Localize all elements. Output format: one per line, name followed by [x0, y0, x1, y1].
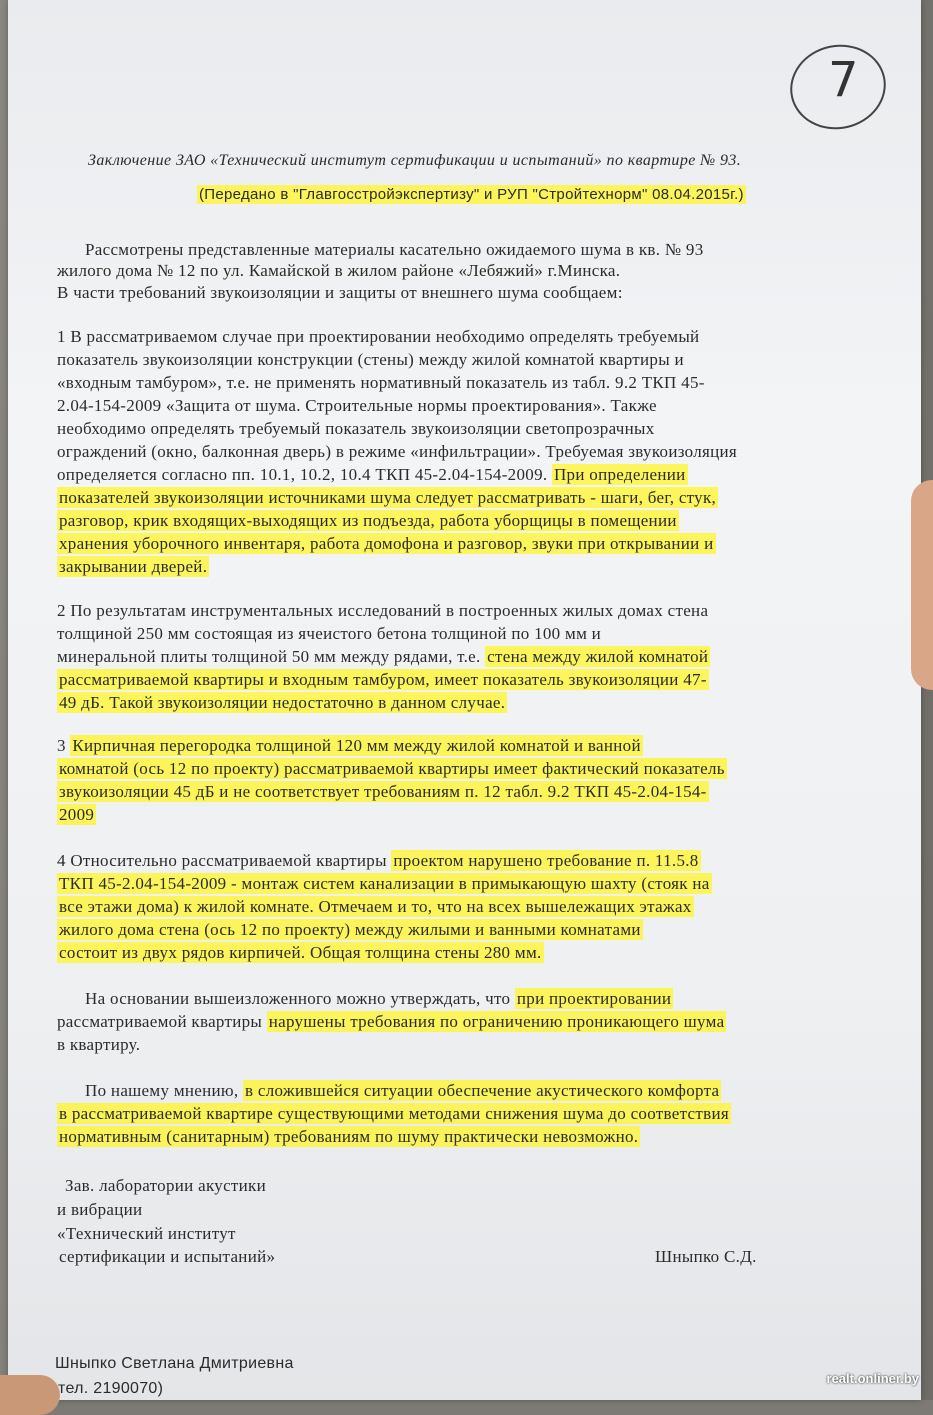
- highlighted-text: нормативным (санитарным) требованиям по шуму практически невозможно.: [59, 1127, 639, 1146]
- watermark: realt.onliner.by: [826, 1371, 919, 1386]
- footer-phone: тел. 2190070): [58, 1380, 164, 1397]
- footer-name: Шныпко Светлана Дмитриевна: [55, 1355, 294, 1372]
- highlighted-text: состоит из двух рядов кирпичей. Общая толщина стены 280 мм.: [59, 943, 542, 962]
- paragraph-5-line: [85, 988, 673, 1010]
- highlighted-text: ТКП 45-2.04-154-2009 - монтаж систем канализации в примыкающую шахту (стояк на: [59, 874, 710, 893]
- highlighted-text: проектом нарушено требование п. 11.5.8: [393, 851, 699, 870]
- signature-line: Зав. лаборатории акустики: [65, 1176, 267, 1195]
- highlighted-text: разговор, крик входящих-выходящих из подъезда, работа уборщицы в помещении: [59, 511, 677, 530]
- highlighted-text: рассматриваемой квартиры и входным тамбуром, имеет показатель звукоизоляции 47-: [59, 670, 707, 689]
- highlighted-text: нарушены требования по ограничению проникающего шума: [268, 1012, 725, 1031]
- paragraph-5-line: в квартиру.: [57, 1035, 141, 1054]
- highlighted-text: показателей звукоизоляции источниками шума следует рассматривать - шаги, бег, стук,: [59, 488, 717, 507]
- paragraph-1-line: [57, 464, 688, 486]
- paragraph-2-line: [57, 646, 710, 668]
- holding-hand-bottom: [0, 1375, 60, 1415]
- holding-hand: [911, 480, 933, 690]
- highlighted-text: в сложившейся ситуации обеспечение акустического комфорта: [245, 1081, 720, 1100]
- highlighted-text: комнатой (ось 12 по проекту) рассматриваемой квартиры имеет фактический показатель: [59, 759, 725, 778]
- highlighted-text: 49 дБ. Такой звукоизоляции недостаточно в данном случае.: [59, 693, 506, 712]
- intro-line: В части требований звукоизоляции и защиты от внешнего шума сообщаем:: [57, 283, 623, 302]
- paragraph-1-text: определяется согласно пп. 10.1, 10.2, 10.4 ТКП 45-2.04-154-2009.: [57, 465, 548, 484]
- paragraph-1-line: ограждений (окно, балконная дверь) в режиме «инфильтрации». Требуемая звукоизоляция: [57, 442, 738, 461]
- paragraph-1-line: показатель звукоизоляции конструкции (стены) между жилой комнатой квартиры и: [57, 350, 684, 369]
- document-title: Заключение ЗАО «Технический институт сертификации и испытаний» по квартире № 93.: [88, 152, 742, 169]
- paragraph-1-line: необходимо определять требуемый показатель звукоизоляции светопрозрачных: [57, 419, 655, 438]
- page-number: 7: [828, 52, 859, 108]
- highlighted-text: все этажи дома) к жилой комнате. Отмечаем и то, что на всех вышележащих этажах: [59, 897, 692, 916]
- highlighted-text: звукоизоляции 45 дБ и не соответствует требованиям п. 12 табл. 9.2 ТКП 45-2.04-154-: [59, 782, 707, 801]
- highlighted-text: Кирпичная перегородка толщиной 120 мм между жилой комнатой и ванной: [72, 736, 641, 755]
- paragraph-number: 3: [57, 736, 66, 755]
- highlighted-text: закрывании дверей.: [59, 557, 208, 576]
- paragraph-2-line: 2 По результатам инструментальных исследований в построенных жилых домах стена: [57, 601, 709, 620]
- paragraph-1-line: 1 В рассматриваемом случае при проектировании необходимо определять требуемый: [57, 327, 700, 346]
- paragraph-1-line: «входным тамбуром», т.е. не применять нормативный показатель из табл. 9.2 ТКП 45-: [57, 373, 705, 392]
- highlighted-text: стена между жилой комнатой: [487, 647, 709, 666]
- paragraph-2-line: толщиной 250 мм состоящая из ячеистого бетона толщиной по 100 мм и: [57, 624, 602, 643]
- paragraph-4-line: [57, 850, 701, 872]
- highlighted-text: хранения уборочного инвентаря, работа домофона и разговор, звуки при открывании и: [59, 534, 714, 553]
- signatory-name: Шныпко С.Д.: [655, 1247, 757, 1266]
- highlighted-text: 2009: [59, 805, 95, 824]
- highlighted-text: при проектировании: [516, 989, 672, 1008]
- highlighted-text: При определении: [553, 465, 686, 484]
- paragraph-1-line: 2.04-154-2009 «Защита от шума. Строительные нормы проектирования». Также: [57, 396, 657, 415]
- paragraph-6-text: По нашему мнению,: [85, 1081, 239, 1100]
- document-subtitle: (Передано в "Главгосстройэкспертизу" и РУП "Стройтехнорм" 08.04.2015г.): [199, 186, 744, 203]
- intro-line: жилого дома № 12 по ул. Камайской в жилом районе «Лебяжий» г.Минска.: [57, 261, 621, 280]
- signature-line: «Технический институт: [57, 1224, 236, 1243]
- highlighted-text: жилого дома стена (ось 12 по проекту) между жилыми и ванными комнатами: [59, 920, 641, 939]
- intro-line: Рассмотрены представленные материалы касательно ожидаемого шума в кв. № 93: [85, 240, 704, 259]
- signature-line: сертификации и испытаний»: [59, 1247, 276, 1266]
- paragraph-5-text: На основании вышеизложенного можно утверждать, что: [85, 989, 511, 1008]
- highlighted-text: в рассматриваемой квартире существующими методами снижения шума до соответствия: [59, 1104, 729, 1123]
- signature-line: и вибрации: [57, 1200, 143, 1219]
- paragraph-6-line: [85, 1080, 721, 1102]
- paragraph-4-text: 4 Относительно рассматриваемой квартиры: [57, 851, 387, 870]
- paragraph-3-line: [57, 735, 643, 757]
- paragraph-5-text: рассматриваемой квартиры: [57, 1012, 263, 1031]
- paragraph-2-text: минеральной плиты толщиной 50 мм между рядами, т.е.: [57, 647, 481, 666]
- paragraph-5-line: [57, 1011, 726, 1033]
